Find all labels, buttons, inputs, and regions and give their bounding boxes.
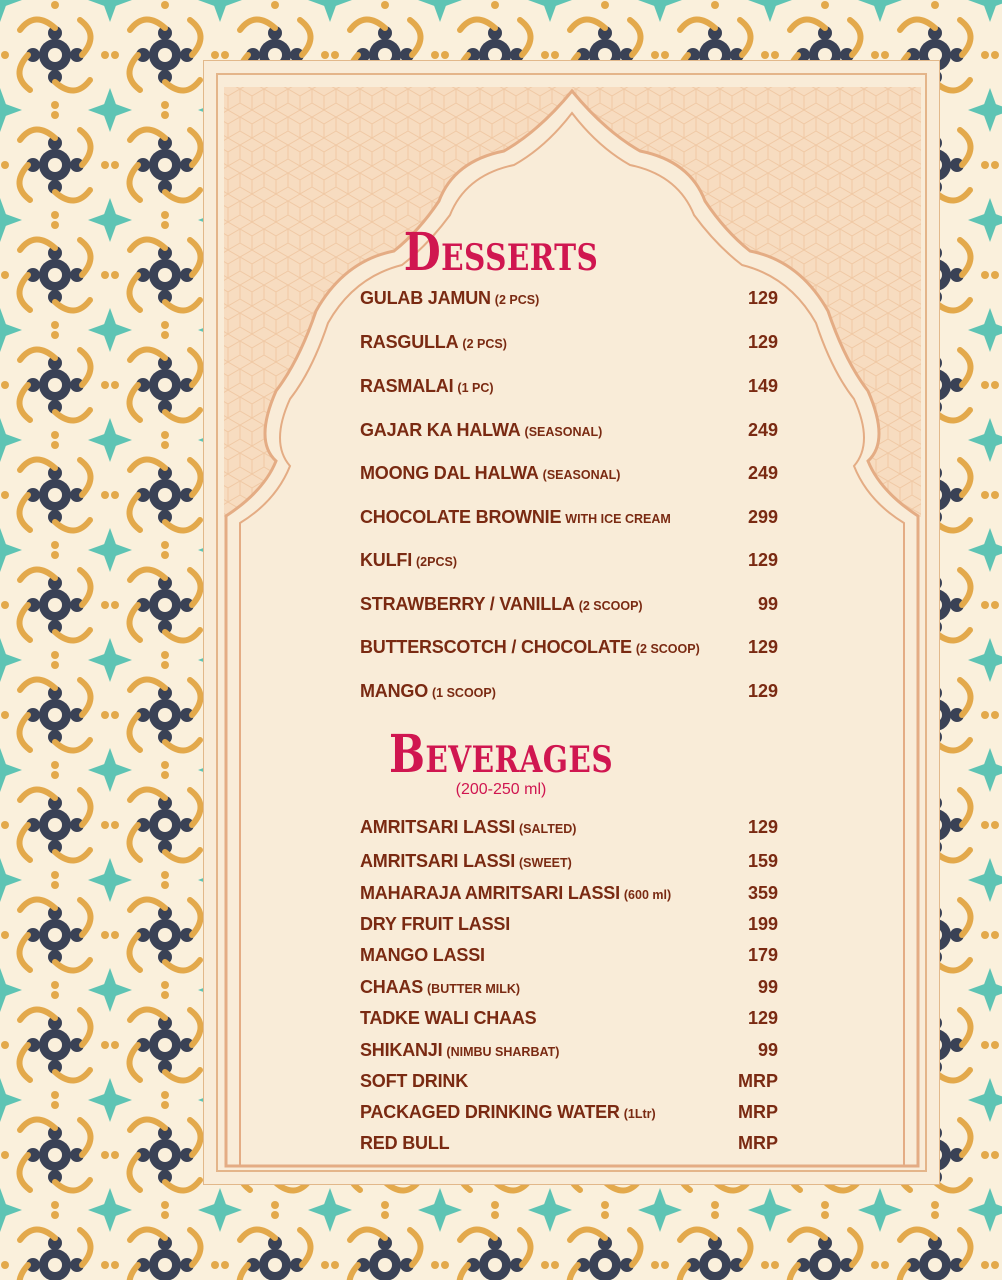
item-price: 359: [747, 883, 778, 903]
item-name: AMRITSARI LASSI: [360, 851, 516, 871]
menu-item-row: [360, 883, 778, 904]
item-name: CHOCOLATE BROWNIE: [360, 507, 562, 527]
item-price: 129: [747, 681, 778, 701]
menu-item-row: [360, 1133, 778, 1154]
item-note: (2 PCS): [462, 337, 507, 351]
menu-item-row: [360, 1102, 778, 1123]
item-price: 149: [747, 376, 778, 396]
item-name: MAHARAJA AMRITSARI LASSI: [360, 883, 620, 903]
item-price: 99: [757, 594, 778, 614]
menu-item-row: [360, 1040, 778, 1061]
menu-item-row: [360, 1008, 778, 1029]
item-note: (1 SCOOP): [432, 686, 496, 700]
item-name: PACKAGED DRINKING WATER: [360, 1102, 620, 1122]
menu-item-row: [360, 977, 778, 998]
menu-item-row: [360, 594, 778, 615]
menu-item-row: [360, 507, 778, 528]
item-name: RED BULL: [360, 1133, 450, 1153]
item-note: (SEASONAL): [542, 468, 621, 482]
item-note: WITH ICE CREAM: [565, 512, 671, 526]
item-note: (2PCS): [416, 555, 457, 569]
item-name: DRY FRUIT LASSI: [360, 914, 511, 934]
item-note: (2 SCOOP): [635, 642, 700, 656]
item-price: 129: [747, 817, 778, 837]
item-price: 99: [757, 977, 778, 997]
item-name: RASMALAI: [360, 376, 454, 396]
item-price: 299: [747, 507, 778, 527]
item-price: 199: [747, 914, 778, 934]
menu-item-row: [360, 376, 778, 397]
menu-item-row: [360, 637, 778, 658]
item-name: STRAWBERRY / VANILLA: [360, 594, 575, 614]
menu-item-row: [360, 550, 778, 571]
item-note: (1 PC): [457, 381, 494, 395]
item-price: MRP: [738, 1133, 778, 1153]
item-name: CHAAS: [360, 977, 424, 997]
item-name: KULFI: [360, 550, 412, 570]
item-price: MRP: [738, 1071, 778, 1091]
item-name: SOFT DRINK: [360, 1071, 468, 1091]
item-name: TADKE WALI CHAAS: [360, 1008, 537, 1028]
item-name: GULAB JAMUN: [360, 288, 491, 308]
desserts-title: Desserts: [403, 222, 599, 283]
item-note: (SWEET): [519, 856, 572, 870]
item-note: (1Ltr): [623, 1107, 656, 1121]
menu-item-row: [360, 945, 778, 966]
menu-item-row: [360, 1071, 778, 1092]
menu-item-row: [360, 463, 778, 484]
item-price: 249: [747, 420, 778, 440]
item-note: (2 PCS): [494, 293, 540, 307]
item-price: 99: [757, 1040, 778, 1060]
menu-item-row: [360, 420, 778, 441]
menu-item-row: [360, 851, 778, 872]
item-price: 129: [747, 1008, 778, 1028]
menu-item-row: [360, 332, 778, 353]
item-name: BUTTERSCOTCH / CHOCOLATE: [360, 637, 632, 657]
menu-item-row: [360, 288, 778, 309]
item-price: 129: [747, 288, 778, 308]
item-price: 249: [747, 463, 778, 483]
item-note: (NIMBU SHARBAT): [446, 1045, 560, 1059]
item-note: (600 ml): [623, 888, 672, 902]
item-note: (SEASONAL): [524, 425, 603, 439]
menu-item-row: [360, 681, 778, 702]
menu-item-row: [360, 914, 778, 935]
item-note: (SALTED): [519, 822, 577, 836]
menu-item-row: [360, 817, 778, 838]
item-name: SHIKANJI: [360, 1040, 443, 1060]
item-price: MRP: [738, 1102, 778, 1122]
item-note: (2 SCOOP): [578, 599, 643, 613]
beverages-serving-note: (200-250 ml): [455, 781, 547, 798]
item-price: 129: [747, 332, 778, 352]
item-name: MOONG DAL HALWA: [360, 463, 539, 483]
item-price: 159: [747, 851, 778, 871]
item-price: 179: [747, 945, 778, 965]
item-name: AMRITSARI LASSI: [360, 817, 516, 837]
item-name: RASGULLA: [360, 332, 459, 352]
item-note: (BUTTER MILK): [427, 982, 521, 996]
item-price: 129: [747, 637, 778, 657]
item-name: MANGO: [360, 681, 428, 701]
item-name: MANGO LASSI: [360, 945, 485, 965]
item-price: 129: [747, 550, 778, 570]
item-name: GAJAR KA HALWA: [360, 420, 521, 440]
beverages-title: Beverages: [388, 724, 614, 785]
